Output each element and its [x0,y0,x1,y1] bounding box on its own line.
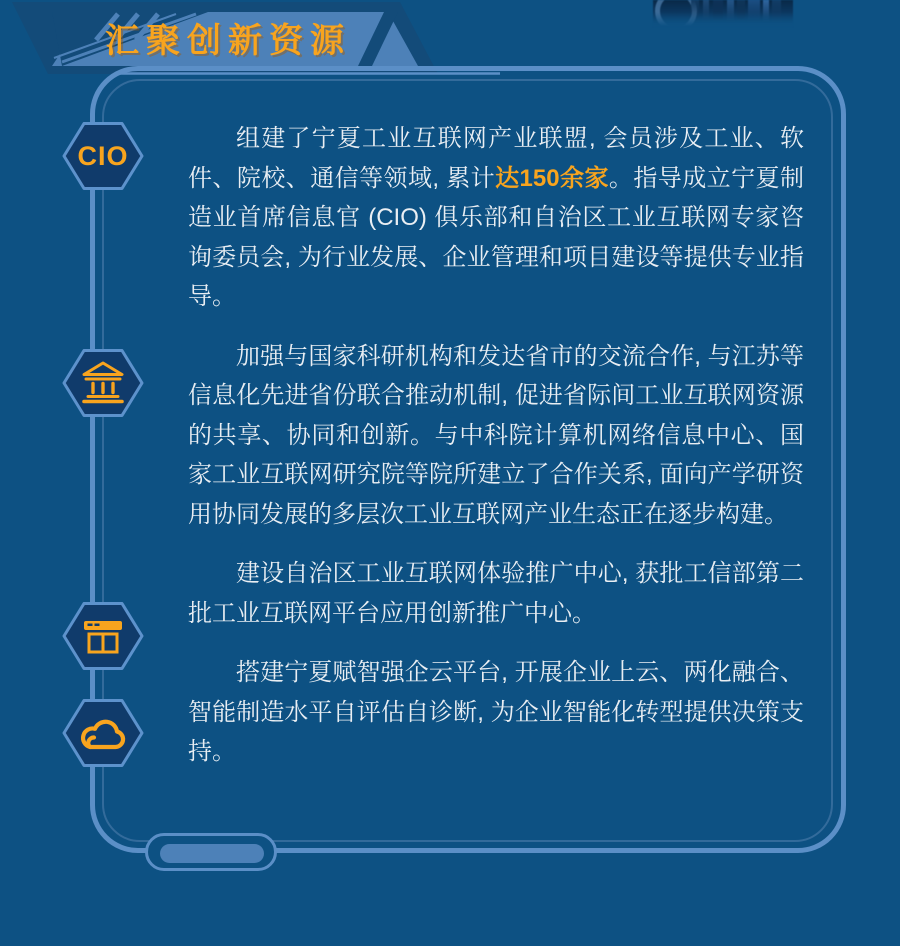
hexagon-shape [61,599,145,673]
paragraph-alliance [188,119,804,317]
paragraph-cloud-platform: 搭建宁夏赋智强企云平台, 开展企业上云、两化融合、智能制造水平自评估自诊断, 为企业智能化转型提供决策支持。 [188,659,804,765]
fragment-base [653,0,793,27]
bottom-pill-outline [145,833,277,871]
storefront-icon [84,621,122,652]
cio-badge-text: CIO [77,140,129,171]
paragraph-cooperation: 加强与国家科研机构和发达省市的交流合作, 与江苏等信息化先进省份联合推动机制, 促进省际间工业互联网资源的共享、协同和创新。与中科院计算机网络信息中心、国家工业互联网研究院等院所建立了合作关系, 面向产学研资用协同发展的多层次工业互联网产业生态正在逐步构建。 [188,342,804,528]
bottom-pill-fill [160,844,264,863]
cropped-photo-fragment [653,0,793,27]
badge-cloud [61,696,145,770]
paragraph-text: 组建了宁夏工业互联网产业联盟, 会员涉及工业、软件、院校、通信等领域, 累计 [188,125,804,192]
page-title: 汇聚创新资源 [105,22,351,60]
fragment-arc [655,0,697,27]
badge-bank [61,346,145,420]
badge-cio [61,119,145,193]
highlight-150-plus: 达150余家 [495,164,609,192]
paragraph-promotion-center: 建设自治区工业互联网体验推广中心, 获批工信部第二批工业互联网平台应用创新推广中心。 [188,560,804,627]
hexagon-shape [61,696,145,770]
body-copy [188,119,804,792]
badge-storefront [61,599,145,673]
hexagon-shape [61,346,145,420]
paragraph-text: 。指导成立宁夏制造业首席信息官 (CIO) 俱乐部和自治区工业互联网专家咨询委员会, 为行业发展、企业管理和项目建设等提供专业指导。 [188,164,805,310]
